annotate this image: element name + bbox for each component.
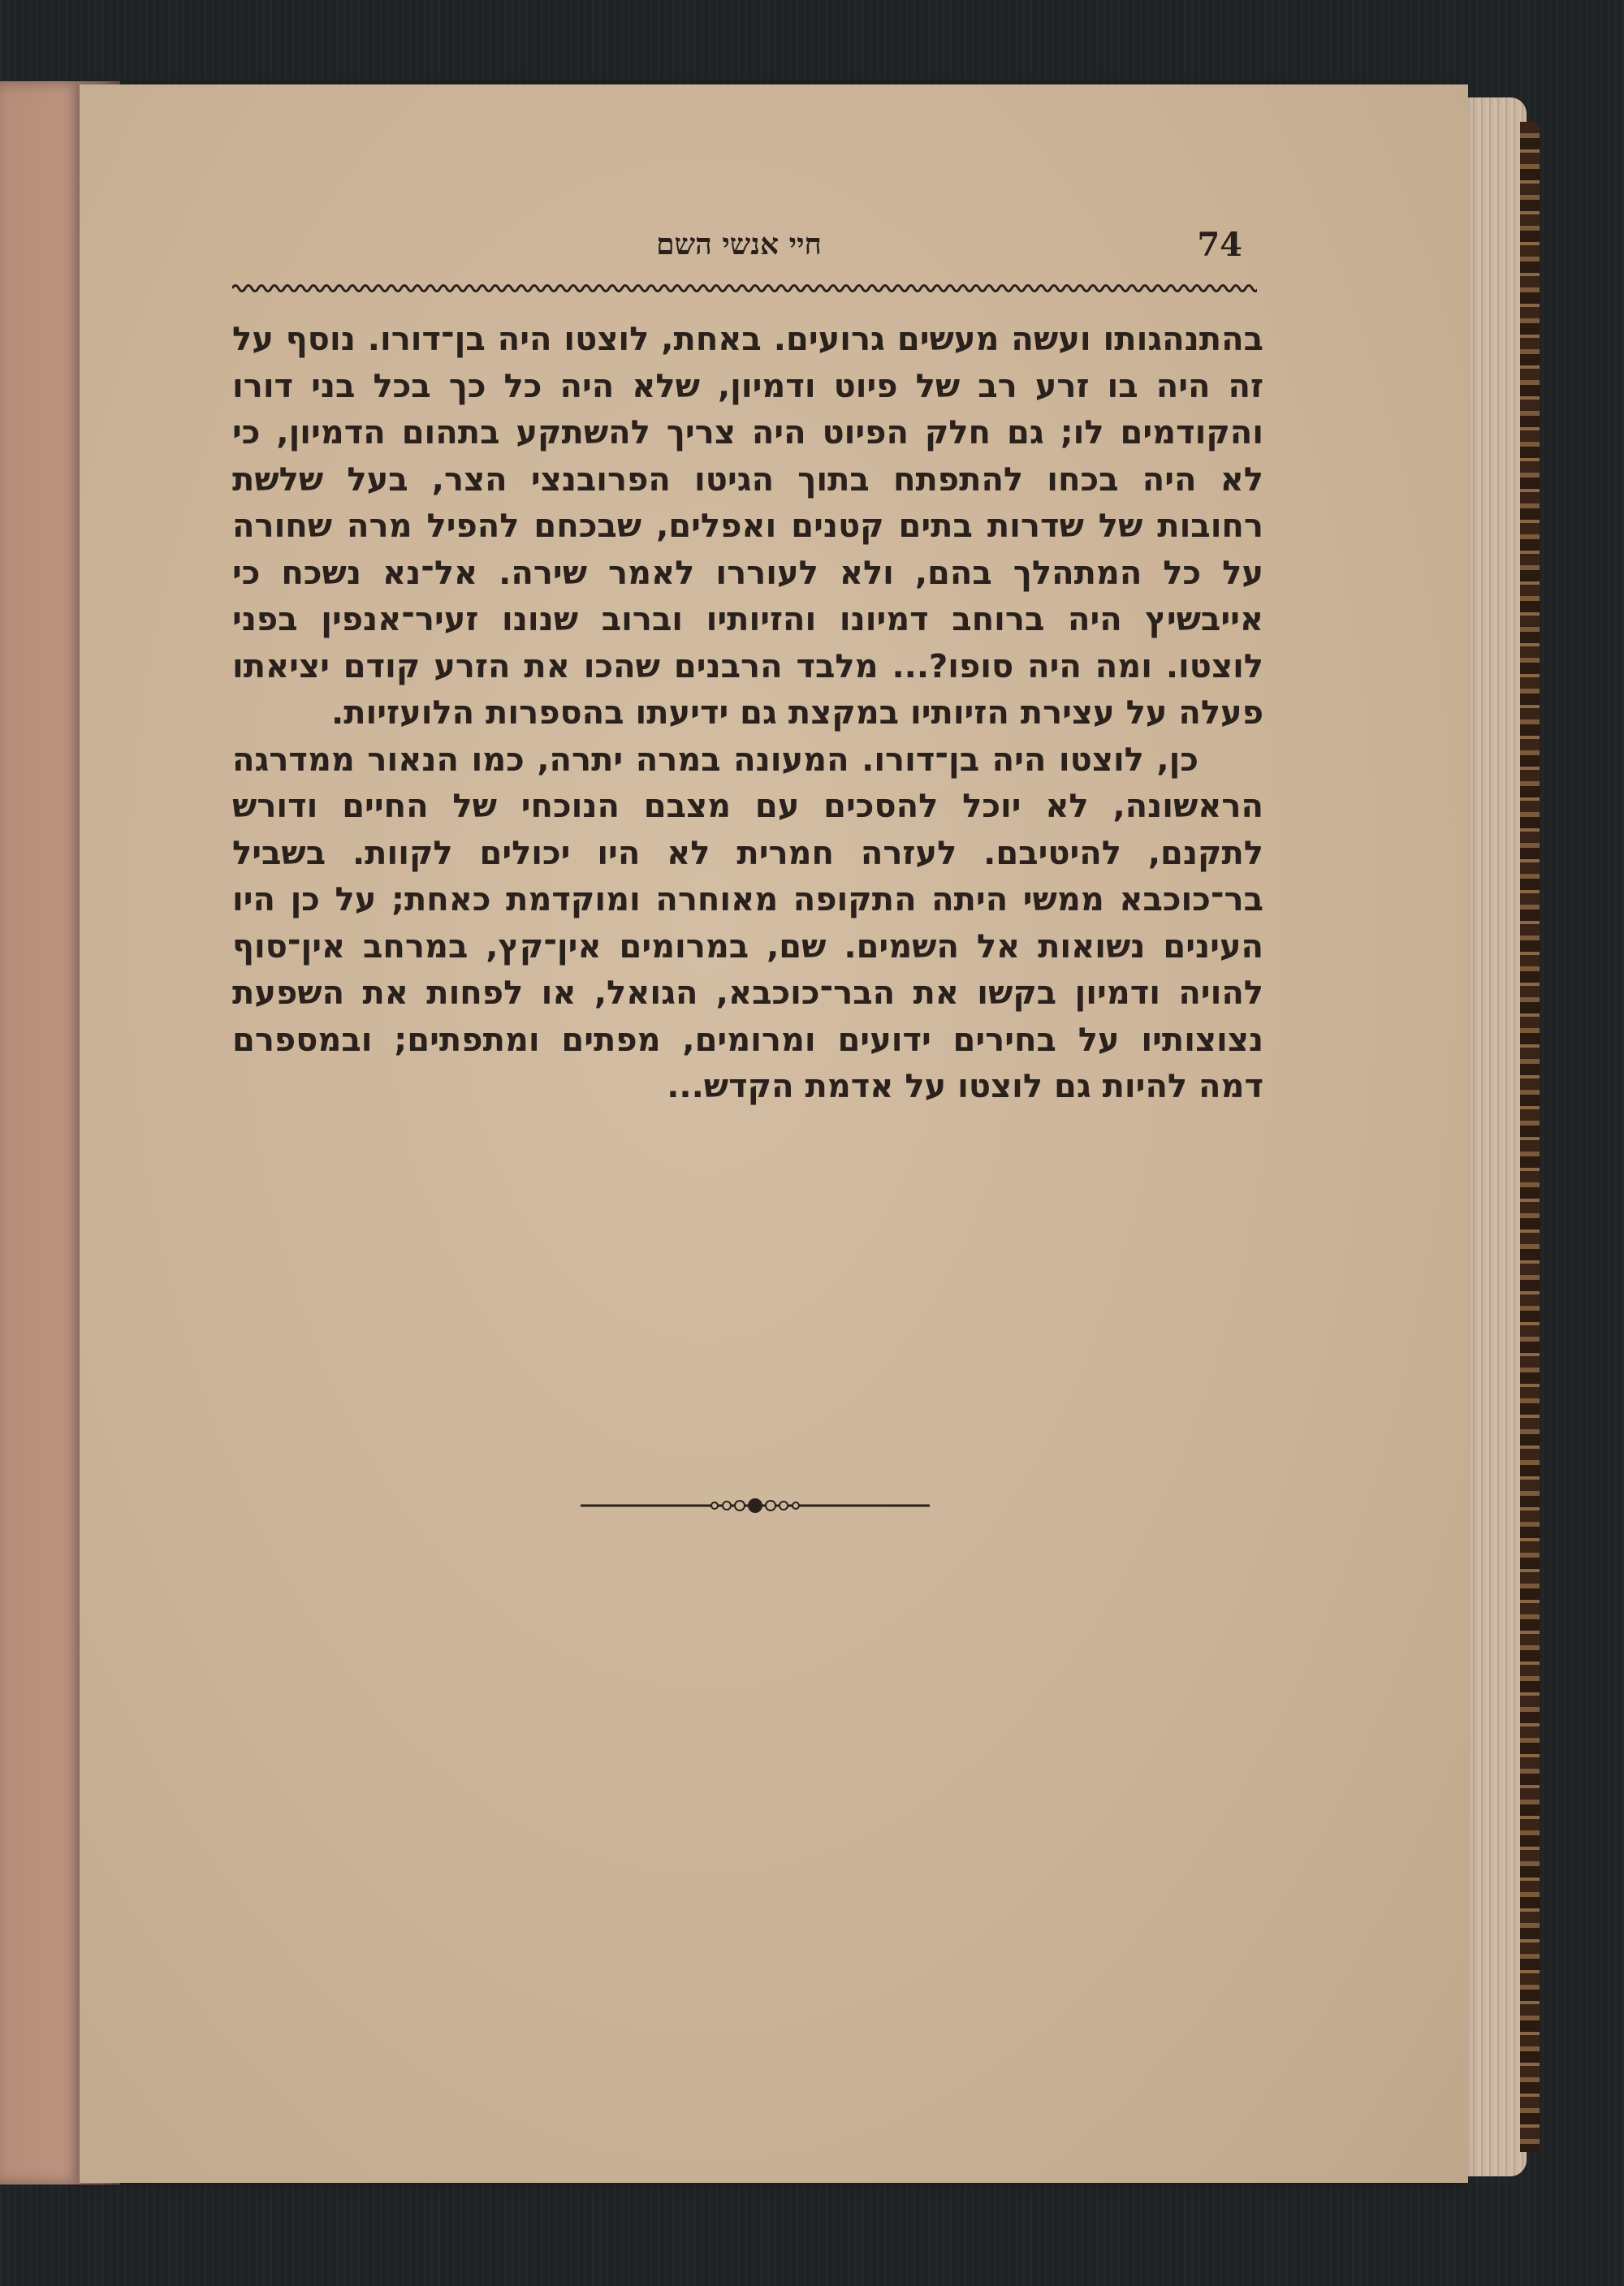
wavy-rule-divider — [232, 276, 1257, 300]
running-head — [219, 226, 1259, 274]
paragraph-1: בהתנהגותו ועשה מעשים גרועים. באחת, לוצטו היה בן־דורו. נוסף על זה היה בו זרע רב של פיוט ודמיון, שלא היה כל כך בכל בני דורו והקודמים לו; גם חלק הפיוט היה צריך להשתקע בתהום הדמיון, כי לא היה בכחו להתפתח בתוך הגיטו הפרובנצי הצר, בעל שלשת רחובות של שדרות בתים קטנים ואפלים, שבכחם להפיל מרה שחורה על כל המתהלך בהם, ולא לעוררו לאמר שירה. אל־נא נשכח כי אייבשיץ היה ברוחב דמיונו והזיותיו וברוב שנונו זעיר־אנפין בפני לוצטו. ומה היה סופו?... מלבד הרבנים שהכו את הזרע קודם יציאתו פעלה על עצירת הזיותיו במקצת גם ידיעתו בהספרות הלועזיות. — [232, 321, 1263, 732]
book-edge-marbled — [1520, 122, 1540, 2152]
paragraph-2: כן, לוצטו היה בן־דורו. המעונה במרה יתרה, כמו הנאור ממדרגה הראשונה, לא יוכל להסכים עם מצבם הנוכחי של החיים ודורש לתקנם, להיטיבם. לעזרה חמרית לא היו יכולים לקוות. בשביל בר־כוכבא ממשי היתה התקופה מאוחרה ומוקדמת כאחת; על כן היו העינים נשואות אל השמים. שם, במרומים אין־קץ, במרחב אין־סוף להויה ודמיון בקשו את הבר־כוכבא, הגואל, או לפחות את השפעת נצוצותיו על בחירים ידועים ומרומים, מפתים ומתפתים; ובמספרם דמה להיות גם לוצטו על אדמת הקדש... — [232, 741, 1263, 1105]
main-text — [232, 317, 1263, 1111]
end-ornament-divider — [581, 1496, 930, 1515]
page-number: 74 — [1197, 226, 1242, 264]
running-title: חיי אנשי השם — [656, 227, 822, 261]
